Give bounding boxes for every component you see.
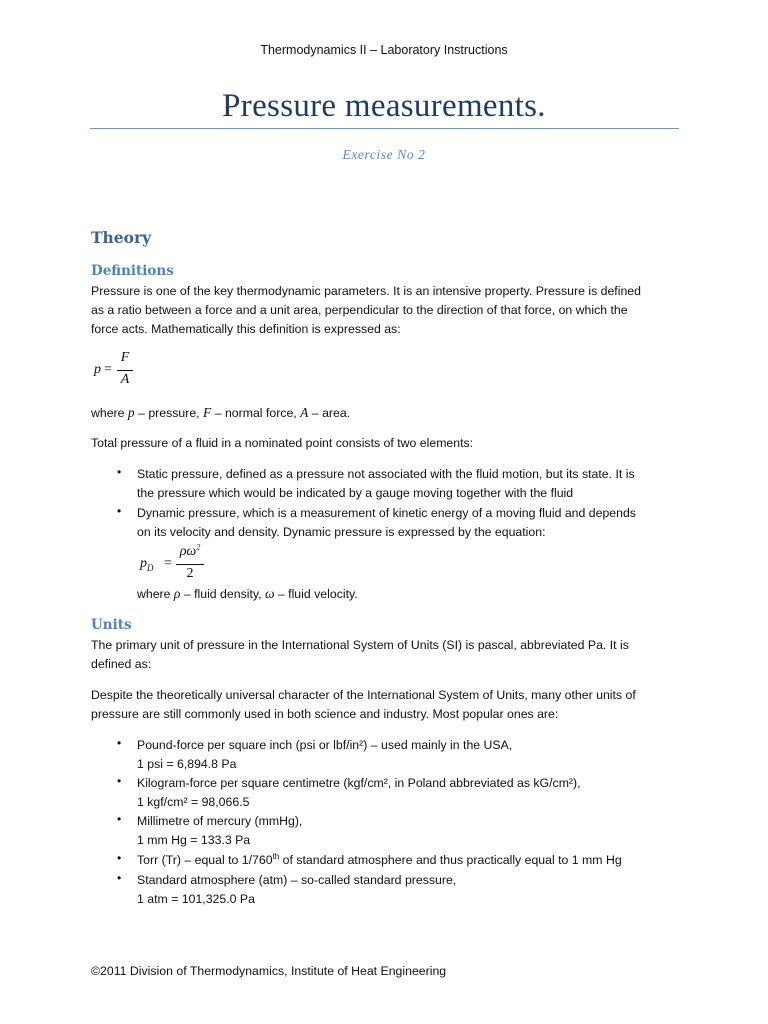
text: where [91, 406, 128, 420]
subtitle: Exercise No 2 [342, 147, 426, 162]
list-line: 1 mm Hg = 133.3 Pa [137, 833, 251, 847]
var-omega: ω [186, 544, 197, 559]
bullet-icon: • [117, 504, 122, 518]
var-p: p [127, 405, 135, 420]
text: – area. [308, 406, 351, 420]
list-line: Millimetre of mercury (mmHg), [137, 814, 303, 828]
list-line: 1 atm = 101,325.0 Pa [137, 892, 255, 906]
list-line: Standard atmosphere (atm) – so-called standard pressure, [137, 873, 457, 887]
formula-lhs: p [94, 362, 101, 377]
page-title: Pressure measurements. [222, 88, 546, 124]
formula-numerator [176, 544, 204, 560]
var-rho: ρ [173, 586, 181, 601]
total-pressure-sentence: Total pressure of a fluid in a nominated point consists of two elements: [91, 436, 474, 450]
where-definitions [91, 403, 677, 424]
bullet-icon: • [117, 774, 122, 788]
exponent: 2 [196, 542, 201, 552]
bullet-icon: • [117, 871, 122, 885]
var-p: p [140, 556, 147, 571]
heading-definitions: Definitions [91, 263, 174, 279]
list-line: Pound-force per square inch (psi or lbf/in²) – used mainly in the USA, [137, 738, 513, 752]
formula-numerator: F [120, 350, 130, 365]
page-footer: ©2011 Division of Thermodynamics, Institute of Heat Engineering [91, 964, 447, 978]
var-omega: ω [264, 586, 275, 601]
formula-denominator: A [120, 372, 130, 387]
list-line: Dynamic pressure, which is a measurement of kinetic energy of a moving fluid and depends [137, 506, 636, 520]
paragraph-line: force acts. Mathematically this definition is expressed as: [91, 322, 401, 336]
var-A: A [300, 405, 309, 420]
bullet-icon: • [117, 812, 122, 826]
paragraph-line: The primary unit of pressure in the International System of Units (SI) is pascal, abbreviated Pa. It is [91, 638, 629, 652]
text: – fluid density, [180, 587, 265, 601]
list-line: Static pressure, defined as a pressure not associated with the fluid motion, but its state. It is [137, 467, 635, 481]
list-line: Kilogram-force per square centimetre (kgf/cm², in Poland abbreviated as kG/cm²), [137, 776, 581, 790]
text: – pressure, [134, 406, 204, 420]
bullet-icon: • [117, 465, 122, 479]
title-underline [90, 128, 679, 129]
text: where [137, 587, 174, 601]
paragraph-line: Pressure is one of the key thermodynamic parameters. It is an intensive property. Pressure is defined [91, 284, 641, 298]
fraction-bar [117, 370, 133, 371]
subscript-D: D [147, 562, 154, 573]
superscript: th [272, 851, 280, 861]
formula-equals: = [104, 362, 112, 377]
text: of standard atmosphere and thus practically equal to 1 mm Hg [279, 853, 622, 867]
list-line [137, 851, 677, 871]
formula-denominator: 2 [186, 566, 194, 581]
var-rho: ρ [179, 544, 187, 559]
list-line: 1 kgf/cm² = 98,066.5 [137, 795, 250, 809]
fraction-bar [176, 564, 204, 565]
var-F: F [203, 405, 212, 420]
where-dynamic [137, 584, 358, 605]
list-line: 1 psi = 6,894.8 Pa [137, 757, 237, 771]
running-header: Thermodynamics II – Laboratory Instructions [260, 43, 508, 57]
text: – fluid velocity. [274, 587, 358, 601]
paragraph-line: pressure are still commonly used in both science and industry. Most popular ones are: [91, 707, 559, 721]
heading-theory: Theory [91, 228, 152, 247]
formula-fraction [117, 350, 133, 394]
paragraph-line: Despite the theoretically universal character of the International System of Units, many other units of [91, 688, 636, 702]
text: – normal force, [211, 406, 301, 420]
list-line: on its velocity and density. Dynamic pressure is expressed by the equation: [137, 525, 546, 539]
formula-lhs [140, 556, 154, 572]
bullet-icon: • [117, 851, 122, 865]
bullet-icon: • [117, 736, 122, 750]
formula-fraction [176, 544, 204, 584]
paragraph-line: defined as: [91, 657, 152, 671]
paragraph-line: as a ratio between a force and a unit area, perpendicular to the direction of that force, on which the [91, 303, 628, 317]
heading-units: Units [91, 617, 132, 633]
list-line: the pressure which would be indicated by a gauge moving together with the fluid [137, 486, 574, 500]
text: Torr (Tr) – equal to 1/760 [137, 853, 273, 867]
formula-equals: = [164, 556, 172, 571]
